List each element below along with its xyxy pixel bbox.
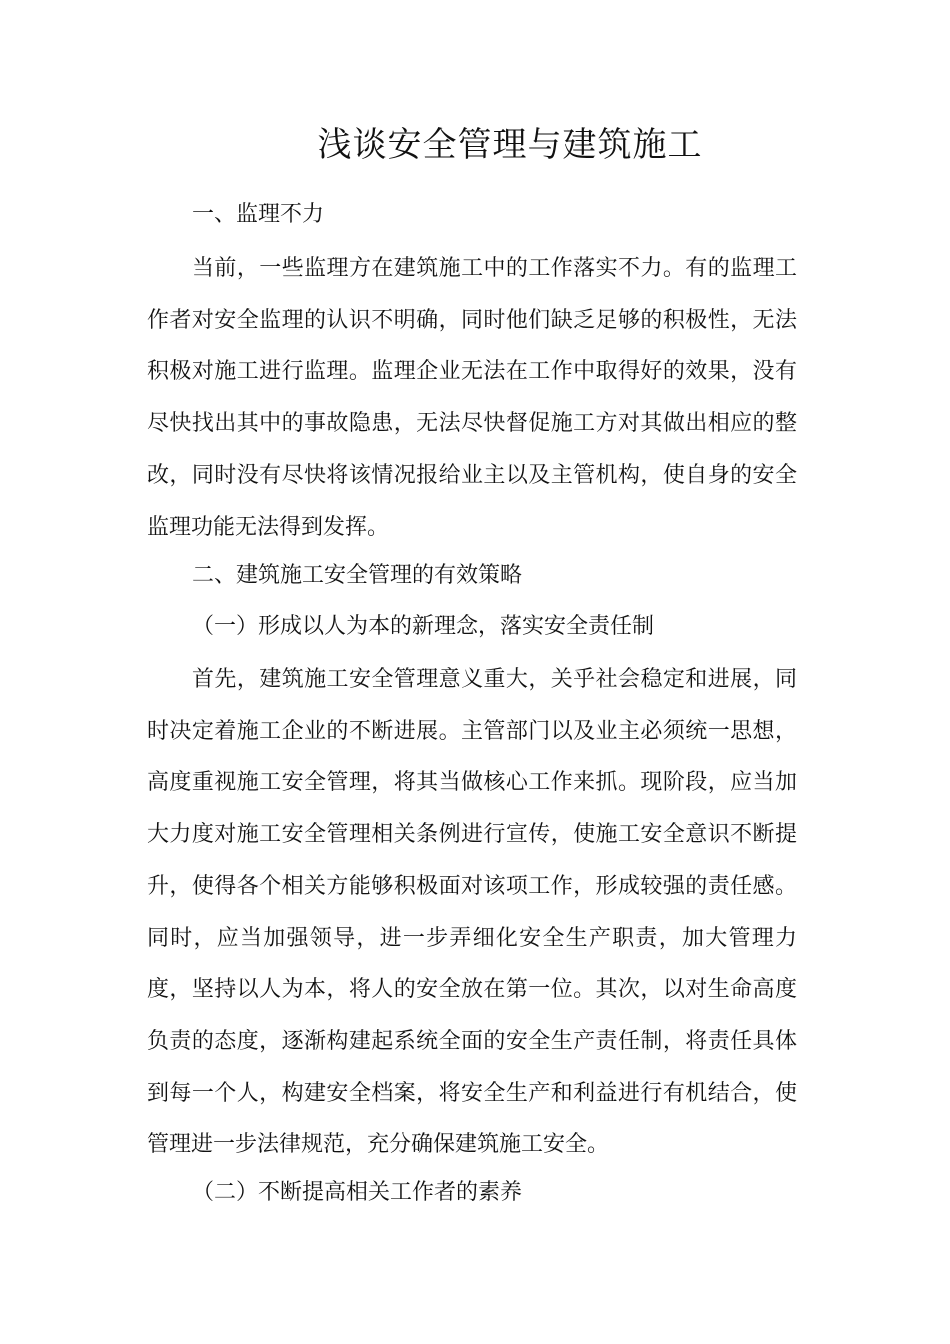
- document-title: 浅谈安全管理与建筑施工: [317, 125, 703, 165]
- section-paragraph-1: 当前，一些监理方在建筑施工中的工作落实不力。有的监理工作者对安全监理的认识不明确，同时他们缺乏足够的积极性，无法积极对施工进行监理。监理企业无法在工作中取得好的效果，没有尽快找出其中的事故隐患，无法尽快督促施工方对其做出相应的整改，同时没有尽快将该情况报给业主以及主管机构，使自身的安全监理功能无法得到发挥。: [147, 256, 797, 540]
- subsection-heading-2: （二）不断提高相关工作者的素养: [192, 1180, 523, 1205]
- section-heading-1: 一、监理不力: [192, 202, 325, 227]
- subsection-heading-1: （一）形成以人为本的新理念，落实安全责任制: [192, 614, 655, 639]
- subsection-paragraph-1: 首先，建筑施工安全管理意义重大，关乎社会稳定和进展，同时决定着施工企业的不断进展。主管部门以及业主必须统一思想，高度重视施工安全管理，将其当做核心工作来抓。现阶段，应当加大力度对施工安全管理相关条例进行宣传，使施工安全意识不断提升，使得各个相关方能够积极面对该项工作，形成较强的责任感。同时，应当加强领导，进一步弄细化安全生产职责，加大管理力度，坚持以人为本，将人的安全放在第一位。其次，以对生命高度负责的态度，逐渐构建起系统全面的安全生产责任制，将责任具体到每一个人，构建安全档案，将安全生产和利益进行有机结合，使管理进一步法律规范，充分确保建筑施工安全。: [147, 667, 797, 1158]
- section-heading-2: 二、建筑施工安全管理的有效策略: [192, 563, 523, 588]
